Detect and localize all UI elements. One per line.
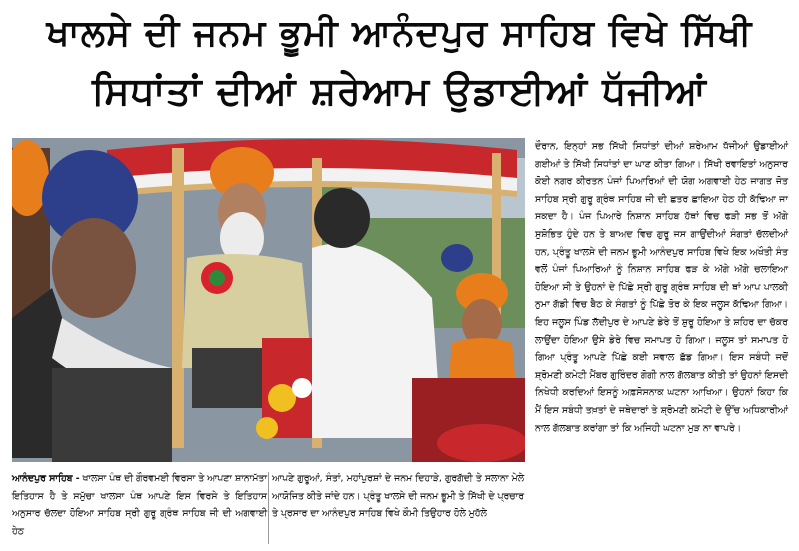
photo-caption xyxy=(12,470,267,540)
headline-line-2: ਸਿਧਾਂਤਾਂ ਦੀਆਂ ਸ਼ਰੇਆਮ ਉਡਾਈਆਂ ਧੱਜੀਆਂ xyxy=(92,69,707,113)
caption-text: ਖਾਲਸਾ ਪੰਥ ਦੀ ਗੌਰਵਮਈ ਵਿਰਸਾ ਤੇ ਆਪਣਾ ਸ਼ਾਨਾਮੱਤਾ ਇਤਿਹਾਸ ਹੈ ਤੇ ਸਮੁੱਚਾ ਖਾਲਸਾ ਪੰਥ ਆਪਣੇ ਇਸ ਵਿਰਸੇ ਤੇ ਇਤਿਹਾਸ ਅਨੁਸਾਰ ਚੱਲਦਾ ਹੋਇਆ ਸਾਹਿਬ ਸ੍ਰੀ ਗੁਰੂ ਗ੍ਰੰਥ ਸਾਹਿਬ ਜੀ ਦੀ ਅਗਵਾਈ ਹੇਠ xyxy=(12,473,267,537)
right-column-text: ਦੌਰਾਨ, ਇਨ੍ਹਾਂ ਸਭ ਸਿੱਖੀ ਸਿਧਾਂਤਾਂ ਦੀਆਂ ਸ਼ਰੇਆਮ ਧੱਜੀਆਂ ਉਡਾਈਆਂ ਗਈਆਂ ਤੇ ਸਿੱਖੀ ਸਿਧਾਂਤਾਂ ਦਾ ਘਾਣ ਕੀਤਾ ਗਿਆ। ਸਿੱਖੀ ਰਵਾਇਤਾਂ ਅਨੁਸਾਰ ਕੋਈ ਨਗਰ ਕੀਰਤਨ ਪੰਜਾਂ ਪਿਆਰਿਆਂ ਦੀ ਯੋਗ ਅਗਵਾਈ ਹੇਠ ਜਾਗਤ ਜੋਤ ਸਾਹਿਬ ਸ੍ਰੀ ਗੁਰੂ ਗ੍ਰੰਥ ਸਾਹਿਬ ਜੀ ਦੀ ਛਤਰ ਛਾਇਆ ਹੇਠ ਹੀ ਕੱਢਿਆ ਜਾ ਸਕਦਾ ਹੈ। ਪੰਜ ਪਿਆਰੇ ਨਿਸ਼ਾਨ ਸਾਹਿਬ ਹੱਥਾਂ ਵਿਚ ਫੜੀ ਸਭ ਤੋਂ ਅੱਗੇ ਸੁਸ਼ੋਭਿਤ ਹੁੰਦੇ ਹਨ ਤੇ ਬਾਅਦ ਵਿਚ ਗੁਰੂ ਜਸ ਗਾਉਂਦੀਆਂ ਸੰਗਤਾਂ ਚੱਲਦੀਆਂ ਹਨ, ਪ੍ਰੰਤੂ ਖਾਲਸੇ ਦੀ ਜਨਮ ਭੂਮੀ ਆਨੰਦਪੁਰ ਸਾਹਿਬ ਵਿਖੇ ਇਕ ਅਖੌਤੀ ਸੰਤ ਵਲੋਂ ਪੰਜਾਂ ਪਿਆਰਿਆਂ ਨੂੰ ਨਿਸ਼ਾਨ ਸਾਹਿਬ ਫੜ ਕੇ ਅੱਗੇ ਅੱਗੇ ਚਲਾਇਆ ਹੋਇਆ ਸੀ ਤੇ ਉਹਨਾਂ ਦੇ ਪਿੱਛੇ ਸ੍ਰੀ ਗੁਰੂ ਗ੍ਰੰਥ ਸਾਹਿਬ ਦੀ ਥਾਂ ਆਪ ਪਾਲਕੀ ਨੁਮਾ ਗੱਡੀ ਵਿਚ ਬੈਠ ਕੇ ਸੰਗਤਾਂ ਨੂੰ ਪਿੱਛੇ ਤੋਰ ਕੇ ਇਕ ਜਲੂਸ ਕੱਢਿਆ ਗਿਆ। ਇਹ ਜਲੂਸ ਪਿੰਡ ਲੱਦੀਪੁਰ ਦੇ ਆਪਣੇ ਡੇਰੇ ਤੋਂ ਸ਼ੁਰੂ ਹੋਇਆ ਤੇ ਸ਼ਹਿਰ ਦਾ ਚੱਕਰ ਲਾਉਂਦਾ ਹੋਇਆ ਉਸੇ ਡੇਰੇ ਵਿਚ ਸਮਾਪਤ ਹੋ ਗਿਆ। ਜਲੂਸ ਤਾਂ ਸਮਾਪਤ ਹੋ ਗਿਆ ਪ੍ਰੰਤੂ ਆਪਣੇ ਪਿੱਛੇ ਕਈ ਸਵਾਲ ਛੱਡ ਗਿਆ। ਇਸ ਸਬੰਧੀ ਜਦੋਂ ਸ਼੍ਰੋਮਣੀ ਕਮੇਟੀ ਮੈਂਬਰ ਗੁਰਿੰਦਰ ਗੋਗੀ ਨਾਲ ਗੱਲਬਾਤ ਕੀਤੀ ਤਾਂ ਉਹਨਾਂ ਇਸਦੀ ਨਿਖੇਧੀ ਕਰਦਿਆਂ ਇਸਨੂੰ ਅਫ਼ਸੋਸਨਾਕ ਘਟਨਾ ਆਖਿਆ। ਉਹਨਾਂ ਕਿਹਾ ਕਿ ਮੈਂ ਇਸ ਸਬੰਧੀ ਤਖ਼ਤਾਂ ਦੇ ਜਥੇਦਾਰਾਂ ਤੇ ਸ਼੍ਰੋਮਣੀ ਕਮੇਟੀ ਦੇ ਉੱਚ ਅਧਿਕਾਰੀਆਂ ਨਾਲ ਗੱਲਬਾਤ ਕਰਾਂਗਾ ਤਾਂ ਕਿ ਅਜਿਹੀ ਘਟਨਾ ਮੁੜ ਨਾ ਵਾਪਰੇ। xyxy=(535,141,788,434)
caption-dateline: ਆਨੰਦਪੁਰ ਸਾਹਿਬ - xyxy=(12,473,80,484)
headline-line-1: ਖਾਲਸੇ ਦੀ ਜਨਮ ਭੂਮੀ ਆਨੰਦਪੁਰ ਸਾਹਿਬ ਵਿਖੇ ਸਿੱਖੀ xyxy=(46,13,753,54)
procession-photo xyxy=(12,138,525,462)
article-column-2 xyxy=(272,470,524,523)
article-column-right xyxy=(535,138,788,437)
column-divider xyxy=(268,472,269,544)
column2-text: ਆਪਣੇ ਗੁਰੂਆਂ, ਸੰਤਾਂ, ਮਹਾਂਪੁਰਸ਼ਾਂ ਦੇ ਜਨਮ ਦਿਹਾੜੇ, ਗੁਰਗੱਦੀ ਤੇ ਸਲਾਨਾ ਮੇਲੇ ਆਯੋਜਿਤ ਕੀਤੇ ਜਾਂਦੇ ਹਨ। ਪ੍ਰੰਤੂ ਖਾਲਸੇ ਦੀ ਜਨਮ ਭੂਮੀ ਤੇ ਸਿੱਖੀ ਦੇ ਪ੍ਰਚਾਰ ਤੇ ਪ੍ਰਸਾਰ ਦਾ ਆਨੰਦਪੁਰ ਸਾਹਿਬ ਵਿਖੇ ਕੌਮੀ ਤਿਉਹਾਰ ਹੋਲੇ ਮੁਹੱਲੇ xyxy=(272,473,524,520)
